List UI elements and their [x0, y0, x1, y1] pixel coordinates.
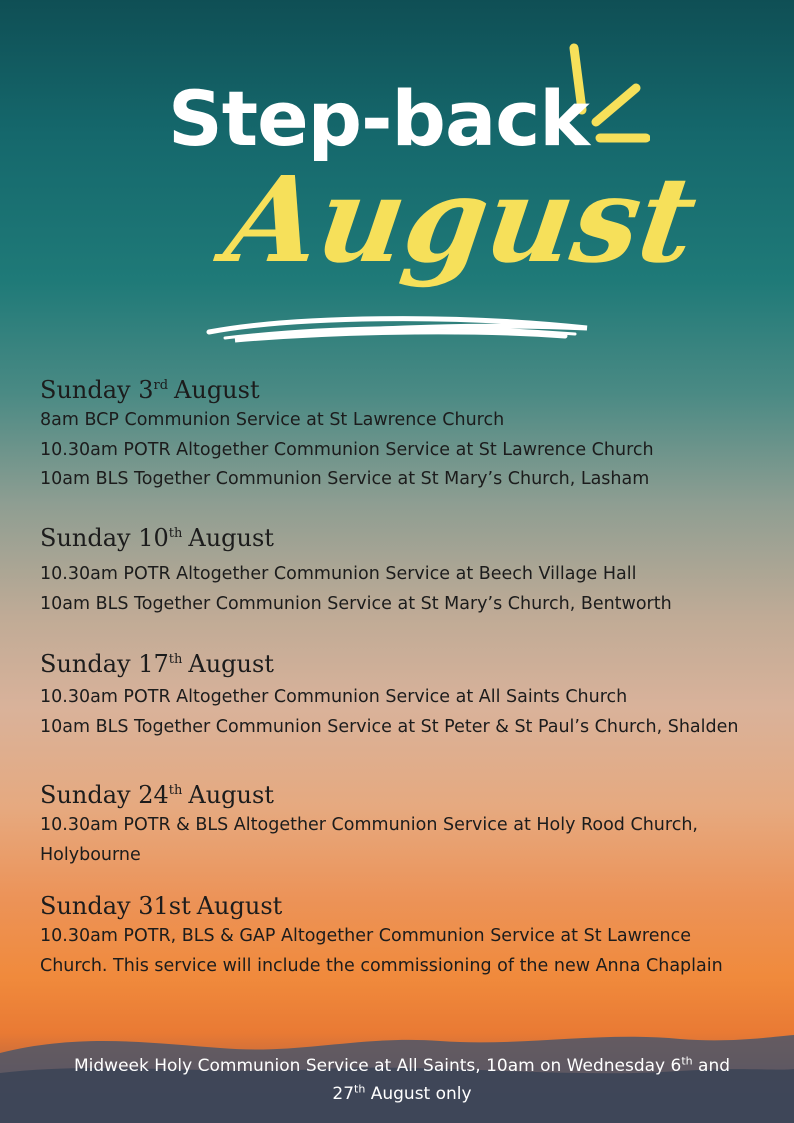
poster-title: Step-back	[168, 74, 589, 163]
section-sunday-3	[40, 376, 770, 495]
section-heading: Sunday 10th August	[40, 524, 274, 552]
section-sunday-24	[40, 781, 770, 870]
midweek-note: Midweek Holy Communion Service at All Saints, 10am on Wednesday 6th and 27th August only	[73, 1054, 731, 1104]
service-line: Holybourne	[40, 844, 141, 865]
section-heading: Sunday 17th August	[40, 650, 274, 678]
section-heading: Sunday 31st August	[40, 892, 283, 920]
section-sunday-31	[40, 892, 770, 981]
service-line: 10.30am POTR Altogether Communion Service at Beech Village Hall	[40, 564, 637, 584]
service-line: 8am BCP Communion Service at St Lawrence Church	[40, 410, 505, 430]
service-line: 10am BLS Together Communion Service at St Peter & St Paul’s Church, Shalden	[40, 716, 739, 737]
brush-stroke-underline	[205, 310, 590, 346]
service-line: 10am BLS Together Communion Service at St Mary’s Church, Bentworth	[40, 593, 672, 614]
service-line: 10am BLS Together Communion Service at St Mary’s Church, Lasham	[40, 469, 650, 489]
service-line: 10.30am POTR Altogether Communion Service at All Saints Church	[40, 687, 628, 707]
section-heading: Sunday 24th August	[40, 781, 274, 809]
service-line: 10.30am POTR & BLS Altogether Communion Service at Holy Rood Church,	[40, 815, 698, 835]
service-line: Church. This service will include the commissioning of the new Anna Chaplain	[40, 955, 723, 976]
section-sunday-17	[40, 650, 770, 742]
service-line: 10.30am POTR Altogether Communion Service at St Lawrence Church	[40, 439, 654, 460]
section-heading: Sunday 3rd August	[40, 376, 260, 404]
poster-subtitle: August	[218, 150, 705, 289]
service-line: 10.30am POTR, BLS & GAP Altogether Communion Service at St Lawrence	[40, 926, 691, 946]
section-sunday-10	[40, 524, 770, 619]
